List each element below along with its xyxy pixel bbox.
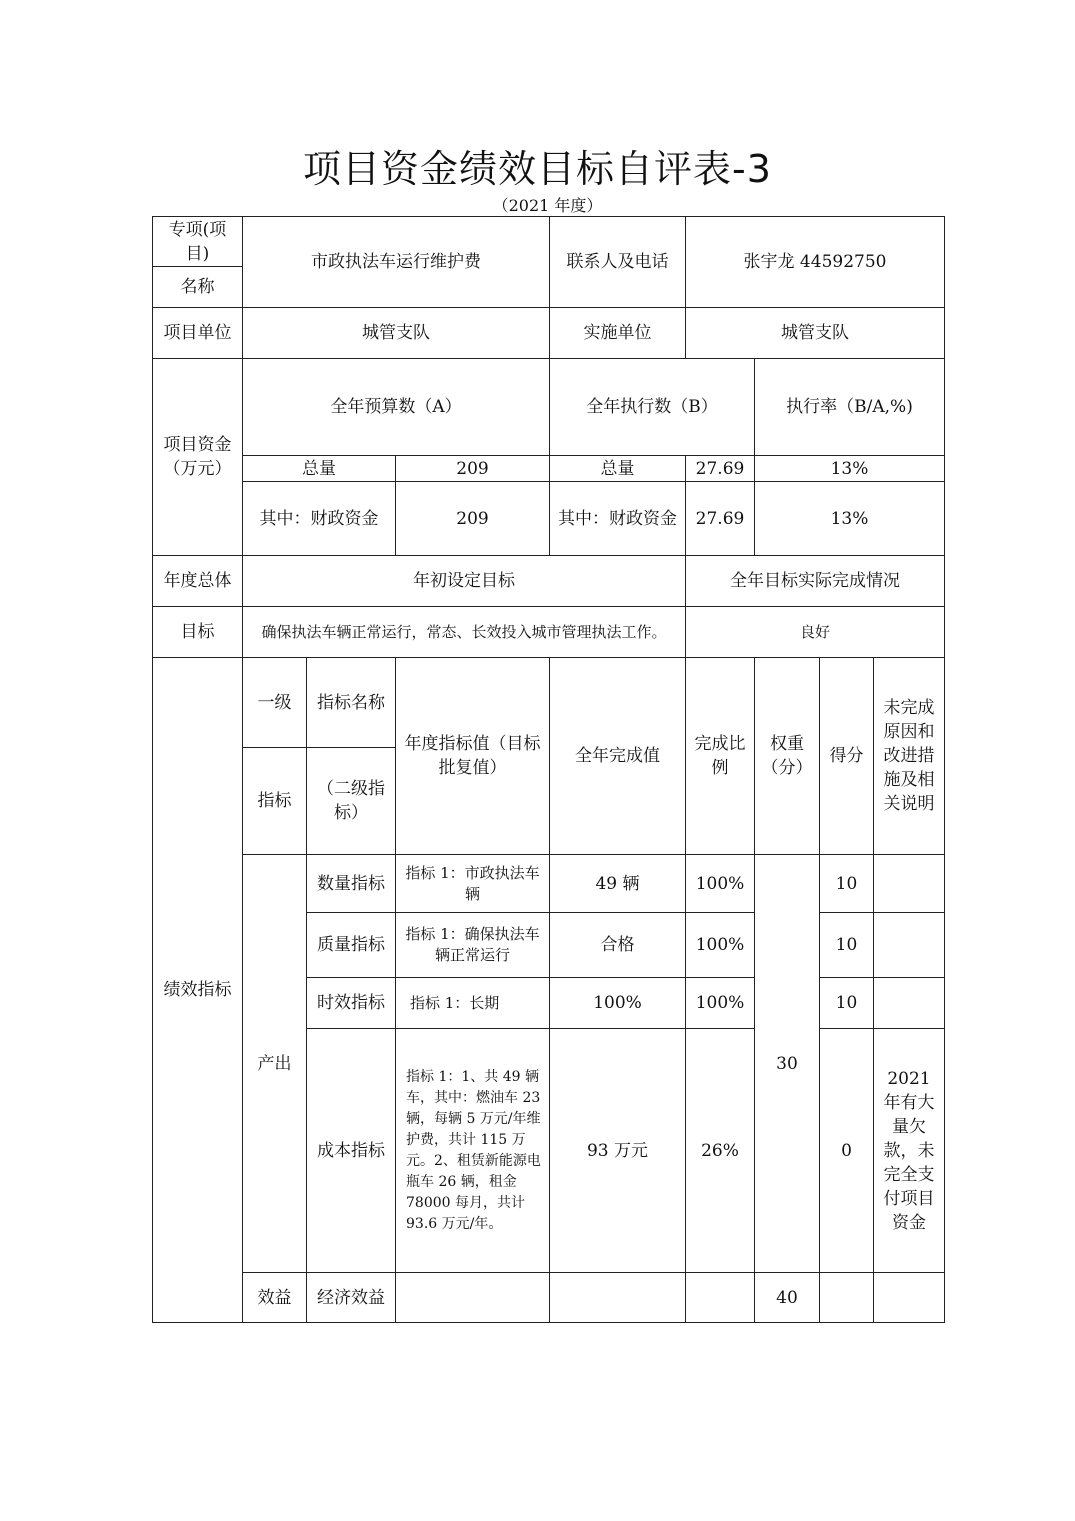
fiscal-rate-value: 13% [755, 482, 945, 556]
indicator-name-label: 指标名称 [307, 658, 396, 748]
total-budget-value: 209 [396, 456, 550, 482]
annual-execution-label: 全年执行数（B） [550, 359, 755, 456]
benefit-reason [874, 1273, 945, 1323]
table-row-name: 时效指标 [307, 978, 396, 1029]
document-year: （2021 年度） [492, 196, 603, 215]
total-exec-value: 27.69 [686, 456, 755, 482]
annual-goal-label: 年度总体 [153, 556, 243, 607]
table-row-reason [874, 855, 945, 913]
initial-goal-label: 年初设定目标 [243, 556, 686, 607]
table-row-score: 10 [820, 855, 874, 913]
table-row-ratio: 100% [686, 913, 755, 978]
fiscal-exec-label: 其中：财政资金 [550, 482, 686, 556]
total-exec-label: 总量 [550, 456, 686, 482]
benefit-target [396, 1273, 550, 1323]
fiscal-budget-value: 209 [396, 482, 550, 556]
actual-completion-value: 良好 [686, 607, 945, 658]
total-rate-value: 13% [755, 456, 945, 482]
annual-goal-label-2: 目标 [153, 607, 243, 658]
benefit-score [820, 1273, 874, 1323]
performance-indicator-label: 绩效指标 [153, 658, 243, 1323]
implementing-unit-label: 实施单位 [550, 308, 686, 359]
benefit-label: 效益 [243, 1273, 307, 1323]
indicator-name-label-2: （二级指标） [307, 748, 396, 855]
fiscal-exec-value: 27.69 [686, 482, 755, 556]
project-name-label-2: 名称 [153, 267, 243, 308]
table-row-reason [874, 978, 945, 1029]
table-row-name: 数量指标 [307, 855, 396, 913]
level1-label-2: 指标 [243, 748, 307, 855]
table-row-score: 10 [820, 978, 874, 1029]
table-row-score: 10 [820, 913, 874, 978]
completed-value-label: 全年完成值 [550, 658, 686, 855]
table-row-reason [874, 913, 945, 978]
table-row-target: 指标 1：确保执法车辆正常运行 [396, 913, 550, 978]
table-row-score: 0 [820, 1029, 874, 1273]
table-row-done: 100% [550, 978, 686, 1029]
table-row-done: 93 万元 [550, 1029, 686, 1273]
self-evaluation-table [152, 216, 945, 1323]
project-name-value: 市政执法车运行维护费 [243, 217, 550, 308]
level1-label: 一级 [243, 658, 307, 748]
weight-label: 权重（分） [755, 658, 820, 855]
actual-completion-label: 全年目标实际完成情况 [686, 556, 945, 607]
execution-rate-label: 执行率（B/A,%) [755, 359, 945, 456]
table-row-target: 指标 1：1、共 49 辆车，其中：燃油车 23 辆，每辆 5 万元/年维护费，共计 115 万元。2、租赁新能源电瓶车 26 辆，租金 78000 每月，共计 93.6 万元/年。 [396, 1029, 550, 1273]
contact-label: 联系人及电话 [550, 217, 686, 308]
project-name-label: 专项(项目) [153, 217, 243, 267]
table-row-ratio: 26% [686, 1029, 755, 1273]
table-row-done: 合格 [550, 913, 686, 978]
economic-benefit-label: 经济效益 [307, 1273, 396, 1323]
project-unit-label: 项目单位 [153, 308, 243, 359]
reason-label: 未完成原因和改进措施及相关说明 [874, 658, 945, 855]
fiscal-budget-label: 其中：财政资金 [243, 482, 396, 556]
output-label: 产出 [243, 855, 307, 1273]
table-row-reason: 2021年有大量欠款，未完全支付项目资金 [874, 1029, 945, 1273]
annual-budget-label: 全年预算数（A） [243, 359, 550, 456]
benefit-done [550, 1273, 686, 1323]
table-row-ratio: 100% [686, 978, 755, 1029]
table-row-target: 指标 1：市政执法车辆 [396, 855, 550, 913]
implementing-unit-value: 城管支队 [686, 308, 945, 359]
score-label: 得分 [820, 658, 874, 855]
initial-goal-value: 确保执法车辆正常运行，常态、长效投入城市管理执法工作。 [243, 607, 686, 658]
target-value-label: 年度指标值（目标批复值） [396, 658, 550, 855]
table-row-target: 指标 1：长期 [396, 978, 550, 1029]
table-row-ratio: 100% [686, 855, 755, 913]
project-unit-value: 城管支队 [243, 308, 550, 359]
contact-value: 张宇龙 44592750 [686, 217, 945, 308]
table-row-name: 质量指标 [307, 913, 396, 978]
benefit-weight: 40 [755, 1273, 820, 1323]
table-row-name: 成本指标 [307, 1029, 396, 1273]
table-row-done: 49 辆 [550, 855, 686, 913]
total-budget-label: 总量 [243, 456, 396, 482]
document-title: 项目资金绩效目标自评表-3 [303, 147, 772, 191]
completion-ratio-label: 完成比例 [686, 658, 755, 855]
benefit-ratio [686, 1273, 755, 1323]
output-weight: 30 [755, 855, 820, 1273]
funds-label: 项目资金（万元） [153, 359, 243, 556]
